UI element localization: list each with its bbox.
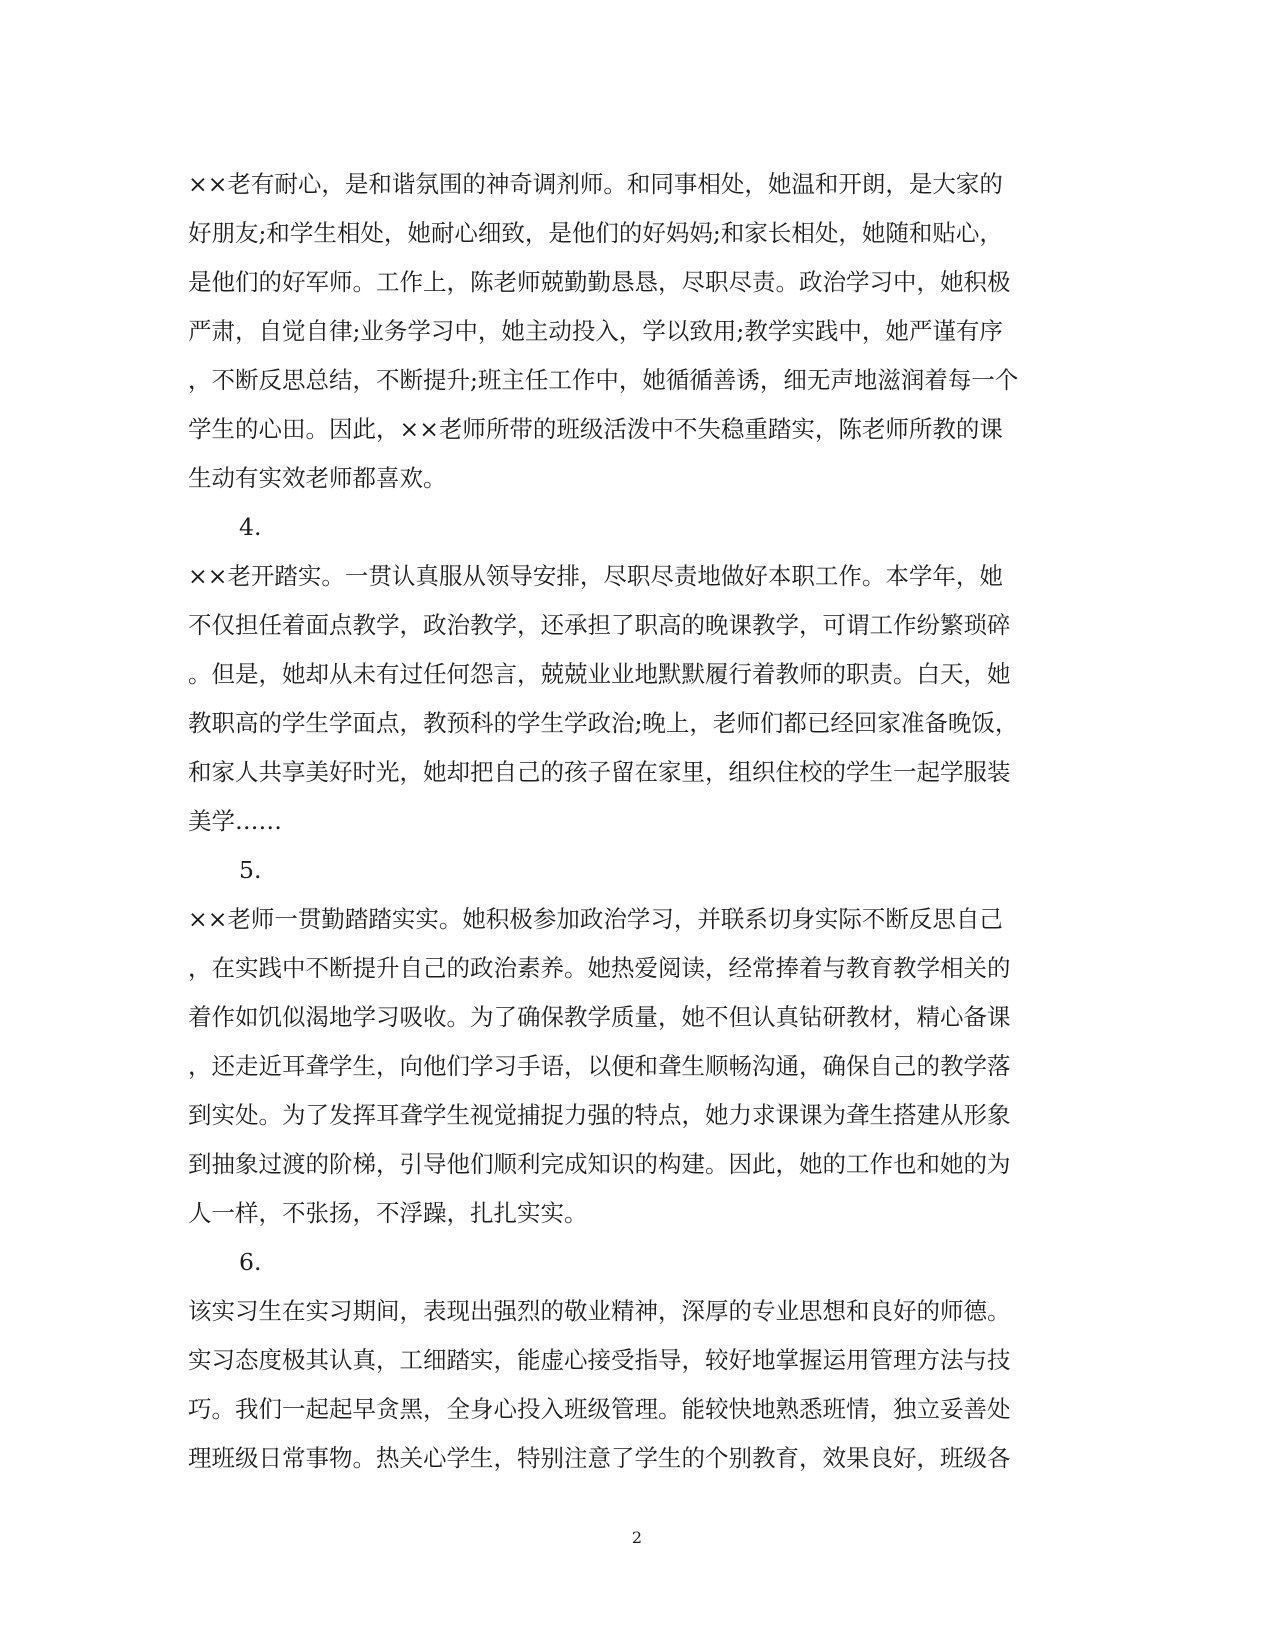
text-line: ，不断反思总结，不断提升;班主任工作中，她循循善诱，细无声地滋润着每一个: [188, 366, 1019, 394]
text-line: 人一样，不张扬，不浮躁，扎扎实实。: [188, 1199, 588, 1227]
text-line: 。但是，她却从未有过任何怨言，兢兢业业地默默履行着教师的职责。白天，她: [188, 660, 1011, 688]
text-line: ××老开踏实。一贯认真服从领导安排，尽职尽责地做好本职工作。本学年，她: [188, 562, 1003, 590]
body-text: [188, 160, 1078, 1483]
text-line: 实习态度极其认真，工细踏实，能虚心接受指导，较好地掌握运用管理方法与技: [188, 1346, 1011, 1374]
text-line: 是他们的好军师。工作上，陈老师兢勤勤恳恳，尽职尽责。政治学习中，她积极: [188, 268, 1011, 296]
text-line: 教职高的学生学面点，教预科的学生学政治;晚上，老师们都已经回家准备晚饭，: [188, 709, 1019, 737]
text-line: 生动有实效老师都喜欢。: [188, 464, 447, 492]
text-line: 严肃，自觉自律;业务学习中，她主动投入，学以致用;教学实践中，她严谨有序: [188, 317, 1003, 345]
text-line: 着作如饥似渴地学习吸收。为了确保教学质量，她不但认真钻研教材，精心备课: [188, 1003, 1011, 1031]
text-line: 好朋友;和学生相处，她耐心细致，是他们的好妈妈;和家长相处，她随和贴心，: [188, 219, 1003, 247]
text-line: 理班级日常事物。热关心学生，特别注意了学生的个别教育，效果良好，班级各: [188, 1444, 1011, 1472]
section-number: 4.: [239, 513, 262, 541]
text-line: ，还走近耳聋学生，向他们学习手语，以便和聋生顺畅沟通，确保自己的教学落: [188, 1052, 1011, 1080]
text-line: ，在实践中不断提升自己的政治素养。她热爱阅读，经常捧着与教育教学相关的: [188, 954, 1011, 982]
text-line: 到实处。为了发挥耳聋学生视觉捕捉力强的特点，她力求课课为聋生搭建从形象: [188, 1101, 1011, 1129]
text-line: 学生的心田。因此，××老师所带的班级活泼中不失稳重踏实，陈老师所教的课: [188, 415, 1003, 443]
text-line: ××老有耐心，是和谐氛围的神奇调剂师。和同事相处，她温和开朗，是大家的: [188, 170, 1003, 198]
text-line: ××老师一贯勤踏踏实实。她积极参加政治学习，并联系切身实际不断反思自己: [188, 905, 1003, 933]
section-number: 5.: [239, 856, 262, 884]
text-line: 到抽象过渡的阶梯，引导他们顺利完成知识的构建。因此，她的工作也和她的为: [188, 1150, 1011, 1178]
text-line: 美学……: [188, 807, 282, 835]
section-number: 6.: [239, 1248, 262, 1276]
text-line: 巧。我们一起起早贪黑，全身心投入班级管理。能较快地熟悉班情，独立妥善处: [188, 1395, 1011, 1423]
page-number: 2: [631, 1528, 643, 1547]
text-line: 该实习生在实习期间，表现出强烈的敬业精神，深厚的专业思想和良好的师德。: [188, 1297, 1011, 1325]
text-line: 和家人共享美好时光，她却把自己的孩子留在家里，组织住校的学生一起学服装: [188, 758, 1011, 786]
text-line: 不仅担任着面点教学，政治教学，还承担了职高的晚课教学，可谓工作纷繁琐碎: [188, 611, 1011, 639]
